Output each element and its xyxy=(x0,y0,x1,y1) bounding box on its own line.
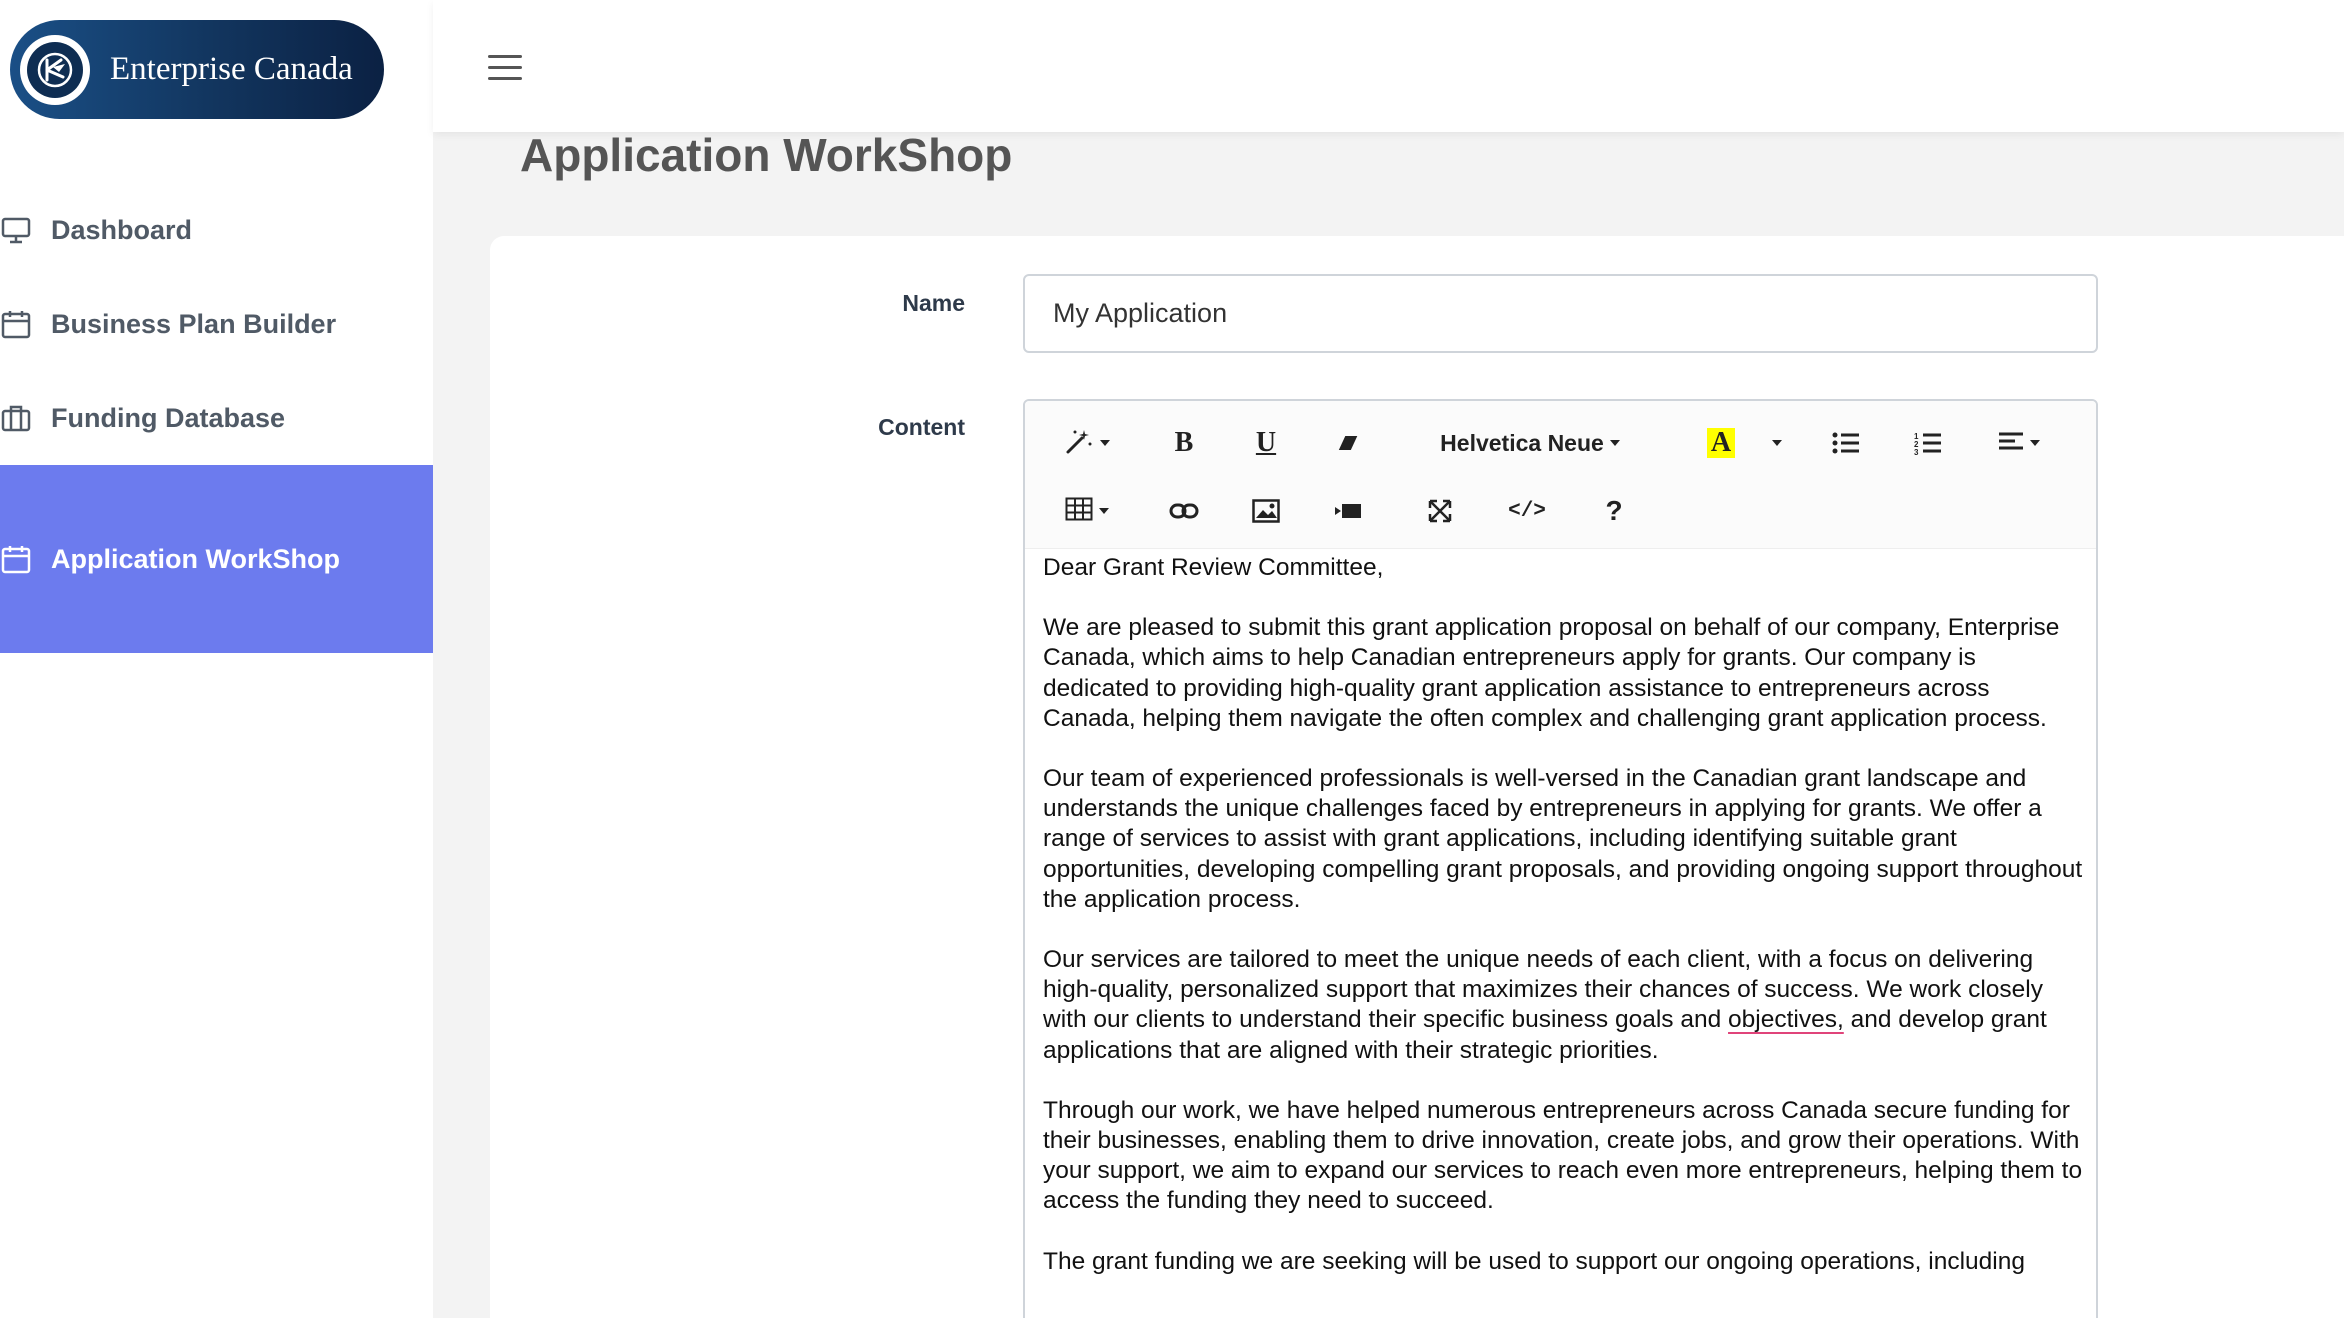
page-title: Application WorkShop xyxy=(520,129,1013,181)
svg-text:3: 3 xyxy=(1914,448,1919,455)
hamburger-icon[interactable] xyxy=(488,55,522,81)
body-paragraph: Through our work, we have helped numerous entrepreneurs across Canada secure funding for their businesses, enabling them to drive innovation, create jobs, and grow their operations. With your support, we aim to expand our services to reach even more entrepreneurs, helping them to access the funding they need to succeed. xyxy=(1043,1096,2083,1215)
font-family-dropdown[interactable] xyxy=(1425,423,1635,463)
highlight-letter-icon: A xyxy=(1707,428,1735,458)
bold-button[interactable]: B xyxy=(1174,427,1194,458)
sidebar-item-label: Dashboard xyxy=(51,214,193,245)
brand-logo[interactable] xyxy=(10,20,384,119)
name-input[interactable] xyxy=(1023,274,2098,353)
monitor-icon xyxy=(1,215,31,245)
unordered-list-icon[interactable] xyxy=(1829,423,1863,463)
top-header xyxy=(433,0,2344,132)
sidebar-item-label: Business Plan Builder xyxy=(51,308,337,339)
style-dropdown-button[interactable] xyxy=(1061,423,1113,463)
font-family-label: Helvetica Neue xyxy=(1440,429,1604,456)
rich-text-editor xyxy=(1023,399,2098,1318)
editor-toolbar xyxy=(1025,401,2096,549)
eraser-icon[interactable] xyxy=(1335,423,1365,463)
sidebar-item-business-plan-builder[interactable] xyxy=(0,294,433,354)
ordered-list-icon[interactable] xyxy=(1911,423,1945,463)
code-view-button[interactable]: </> xyxy=(1508,499,1546,523)
body-paragraph: Our team of experienced professionals is well-versed in the Canadian grant landscape and understands the unique challenges faced by entrepreneurs in applying for grants. We offer a range of services to assist with grant applications, including identifying suitable grant opportunities, developing compelling grant proposals, and providing ongoing support throughout the application process. xyxy=(1043,765,2083,913)
calendar-icon xyxy=(1,544,31,574)
table-dropdown-button[interactable] xyxy=(1061,491,1113,531)
color-dropdown-caret[interactable] xyxy=(1765,423,1789,463)
sidebar xyxy=(0,0,433,1318)
editor-content[interactable] xyxy=(1043,553,2083,1307)
magic-wand-icon xyxy=(1064,427,1094,460)
body-paragraph: Our services are tailored to meet the unique needs of each client, with a focus on delivering high-quality, personalized support that maximizes their chances of success. We work closely with our clients to understand their specific business goals and objectives, and develop grant applications that are aligned with their strategic priorities. xyxy=(1043,946,2047,1064)
sidebar-item-dashboard[interactable] xyxy=(0,200,433,260)
body-paragraph: The grant funding we are seeking will be used to support our ongoing operations, including xyxy=(1043,1247,2025,1275)
link-icon[interactable] xyxy=(1167,491,1201,531)
highlight-color-button[interactable] xyxy=(1703,423,1739,463)
greeting-paragraph: Dear Grant Review Committee, xyxy=(1043,554,1384,581)
content-label: Content xyxy=(878,414,965,440)
table-icon xyxy=(1065,497,1093,526)
video-icon[interactable] xyxy=(1331,491,1365,531)
spellcheck-word[interactable]: objectives, xyxy=(1728,1006,1844,1034)
sidebar-item-label: Application WorkShop xyxy=(51,543,340,574)
svg-text:1: 1 xyxy=(1914,432,1919,441)
brand-name: Enterprise Canada xyxy=(110,51,353,87)
align-dropdown-button[interactable] xyxy=(1993,423,2045,463)
body-paragraph: We are pleased to submit this grant application proposal on behalf of our company, Enterprise Canada, which aims to help Canadian entrepreneurs apply for grants. Our company is dedicated to providing high-quality grant application assistance to entrepreneurs across Canada, helping them navigate the often complex and challenging grant application process. xyxy=(1043,614,2060,732)
logo-mark-icon xyxy=(20,35,90,105)
calendar-icon xyxy=(1,309,31,339)
sidebar-item-label: Funding Database xyxy=(51,402,286,433)
sidebar-item-funding-database[interactable] xyxy=(0,388,433,448)
svg-text:2: 2 xyxy=(1914,440,1919,449)
help-button[interactable]: ? xyxy=(1605,495,1623,526)
image-icon[interactable] xyxy=(1249,491,1283,531)
fullscreen-icon[interactable] xyxy=(1423,491,1457,531)
underline-button[interactable]: U xyxy=(1255,427,1277,458)
sidebar-item-application-workshop[interactable] xyxy=(0,465,433,653)
name-label: Name xyxy=(902,290,965,316)
align-left-icon xyxy=(1998,431,2024,456)
briefcase-icon xyxy=(1,403,31,433)
